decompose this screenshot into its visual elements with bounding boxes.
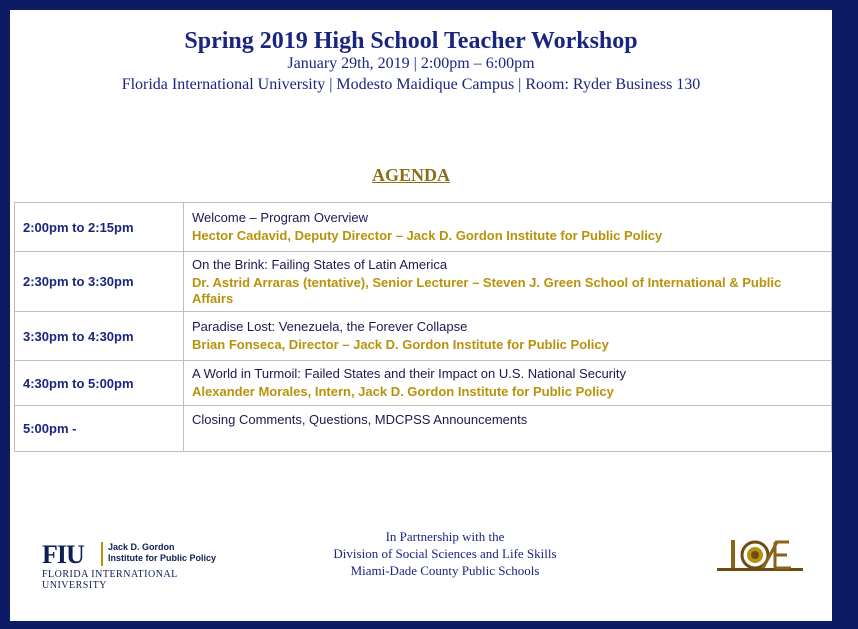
ice-logo-icon bbox=[717, 538, 803, 578]
session-time: 2:00pm to 2:15pm bbox=[15, 203, 184, 252]
partner-line-2: Division of Social Sciences and Life Skills bbox=[333, 546, 557, 561]
session-speaker: Alexander Morales, Intern, Jack D. Gordon Institute for Public Policy bbox=[192, 384, 614, 399]
institute-line-1: Jack D. Gordon bbox=[108, 542, 175, 552]
agenda-heading: AGENDA bbox=[371, 165, 450, 185]
session-time: 2:30pm to 3:30pm bbox=[15, 252, 184, 312]
logo-divider bbox=[101, 542, 103, 566]
session-time: 3:30pm to 4:30pm bbox=[15, 312, 184, 361]
session-time: 4:30pm to 5:00pm bbox=[15, 361, 184, 406]
date-time-line: January 29th, 2019 | 2:00pm – 6:00pm bbox=[287, 55, 535, 72]
table-row bbox=[15, 312, 832, 361]
table-row bbox=[15, 361, 832, 406]
institute-name bbox=[108, 542, 216, 564]
session-details bbox=[184, 361, 832, 406]
session-details bbox=[184, 203, 832, 252]
session-topic: Welcome – Program Overview bbox=[192, 210, 369, 225]
page-title: Spring 2019 High School Teacher Workshop bbox=[184, 28, 638, 54]
agenda-table bbox=[14, 202, 832, 452]
fiu-logo bbox=[42, 538, 237, 591]
session-speaker: Dr. Astrid Arraras (tentative), Senior Lecturer – Steven J. Green School of International & Public Affairs bbox=[192, 274, 782, 306]
session-details bbox=[184, 312, 832, 361]
session-topic: On the Brink: Failing States of Latin America bbox=[192, 256, 448, 272]
partner-line-3: Miami-Dade County Public Schools bbox=[350, 563, 540, 578]
institute-line-2: Institute for Public Policy bbox=[108, 553, 217, 563]
session-topic: A World in Turmoil: Failed States and their Impact on U.S. National Security bbox=[192, 366, 627, 381]
session-topic: Paradise Lost: Venezuela, the Forever Collapse bbox=[192, 319, 468, 334]
location-line: Florida International University | Modesto Maidique Campus | Room: Ryder Business 130 bbox=[121, 76, 701, 93]
session-time: 5:00pm - bbox=[15, 406, 184, 452]
table-row bbox=[15, 252, 832, 312]
session-topic: Closing Comments, Questions, MDCPSS Announcements bbox=[192, 412, 528, 427]
partnership-note bbox=[285, 528, 605, 579]
session-speaker: Hector Cadavid, Deputy Director – Jack D. Gordon Institute for Public Policy bbox=[192, 228, 663, 243]
session-speaker: Brian Fonseca, Director – Jack D. Gordon Institute for Public Policy bbox=[192, 337, 609, 352]
session-details bbox=[184, 252, 832, 312]
partner-line-1: In Partnership with the bbox=[385, 529, 505, 544]
session-details bbox=[184, 406, 832, 452]
fiu-letters: FIU bbox=[42, 540, 84, 569]
workshop-flyer bbox=[10, 10, 832, 621]
university-name: FLORIDA INTERNATIONAL UNIVERSITY bbox=[42, 569, 178, 591]
table-row bbox=[15, 203, 832, 252]
table-row bbox=[15, 406, 832, 452]
